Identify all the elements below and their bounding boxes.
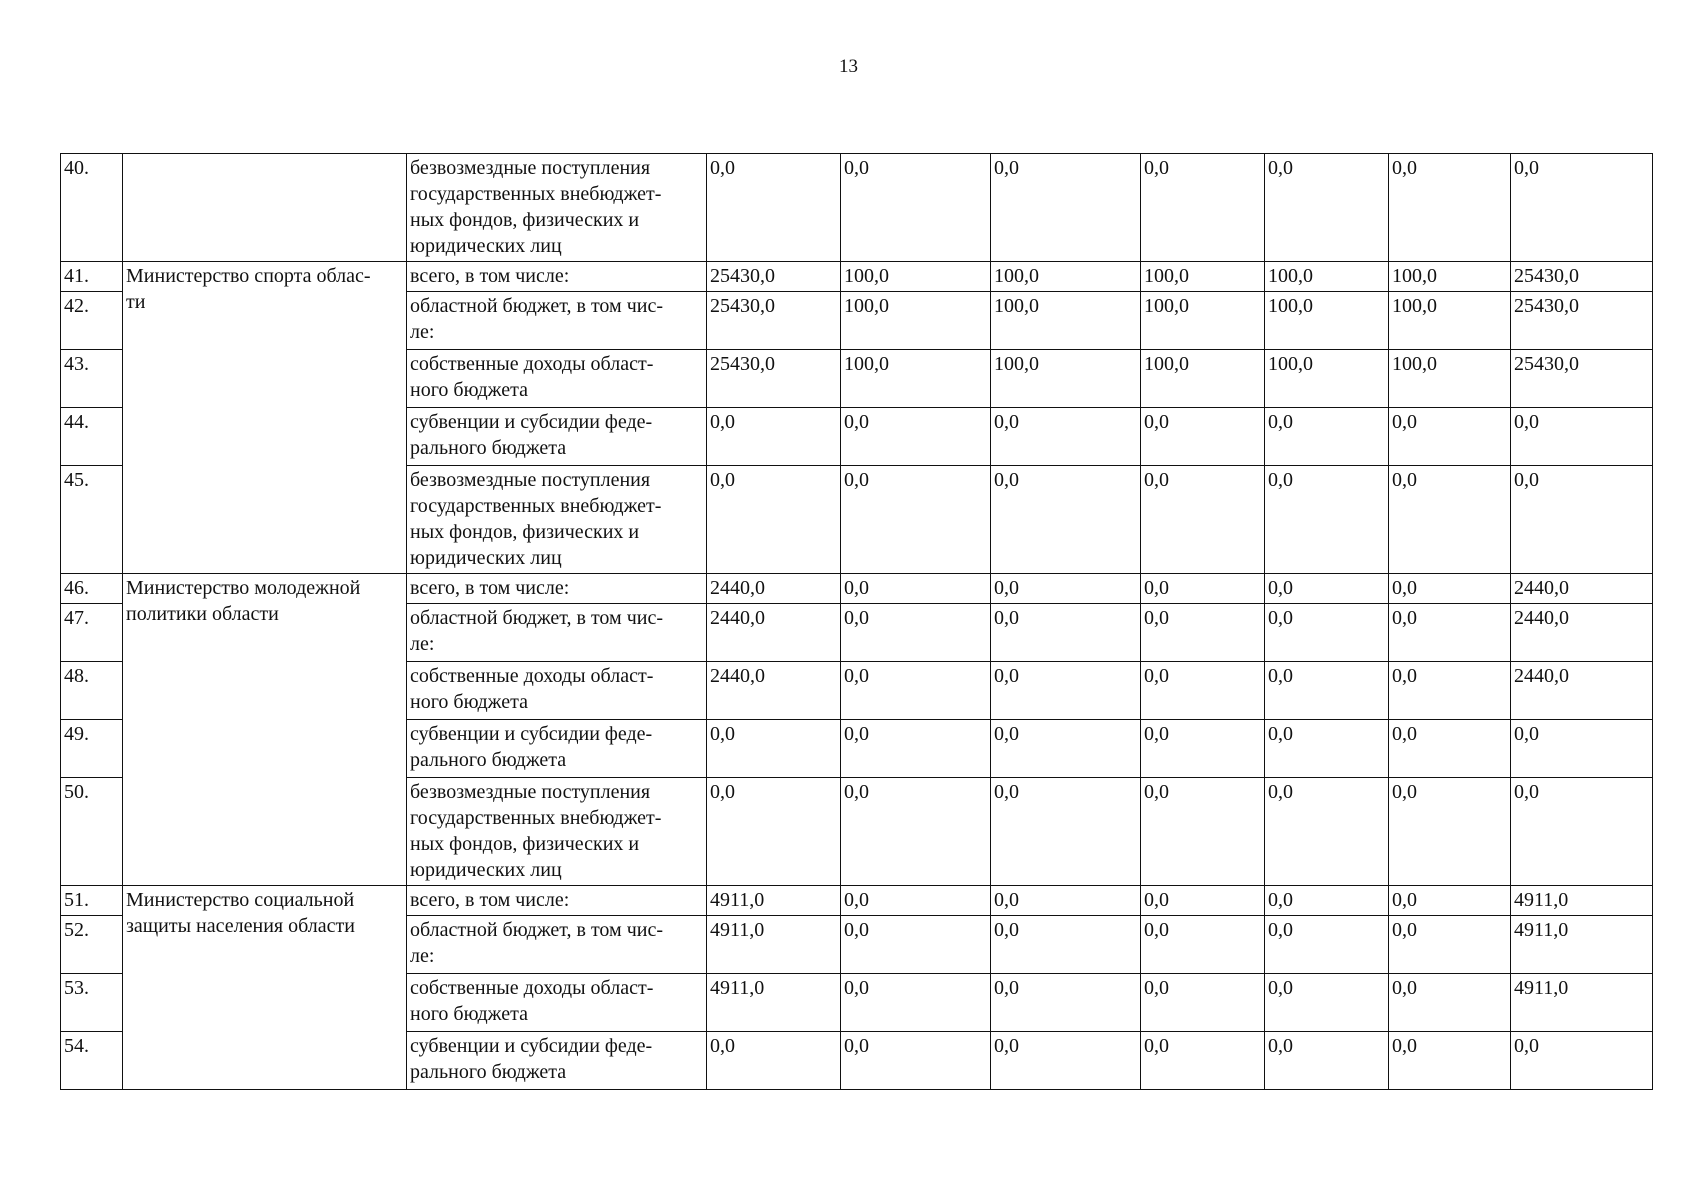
amount-cell: 0,0	[1141, 1032, 1265, 1090]
amount-cell: 0,0	[841, 886, 991, 916]
funding-source: областной бюджет, в том чис- ле:	[407, 292, 707, 350]
funding-source: безвозмездные поступления государственных внебюджет- ных фондов, физических и юридических лиц	[407, 466, 707, 574]
funding-source: собственные доходы област- ного бюджета	[407, 662, 707, 720]
amount-cell: 2440,0	[707, 574, 841, 604]
row-number: 53.	[61, 974, 123, 1032]
funding-source: безвозмездные поступления государственных внебюджет- ных фондов, физических и юридических лиц	[407, 154, 707, 262]
amount-cell: 0,0	[1265, 720, 1389, 778]
amount-cell: 100,0	[1389, 262, 1511, 292]
amount-cell: 0,0	[707, 154, 841, 262]
amount-cell: 100,0	[991, 292, 1141, 350]
funding-source: субвенции и субсидии феде- рального бюджета	[407, 1032, 707, 1090]
amount-cell: 0,0	[1265, 466, 1389, 574]
amount-cell: 4911,0	[1511, 974, 1653, 1032]
amount-cell: 25430,0	[707, 350, 841, 408]
table-row	[61, 262, 1653, 292]
row-number: 45.	[61, 466, 123, 574]
amount-cell: 0,0	[991, 408, 1141, 466]
amount-cell: 0,0	[1141, 466, 1265, 574]
amount-cell: 2440,0	[1511, 604, 1653, 662]
amount-cell: 0,0	[1389, 662, 1511, 720]
amount-cell: 0,0	[1511, 1032, 1653, 1090]
amount-cell: 0,0	[1265, 604, 1389, 662]
page-number: 13	[839, 56, 858, 77]
amount-cell: 100,0	[1265, 292, 1389, 350]
amount-cell: 0,0	[1265, 408, 1389, 466]
row-number: 43.	[61, 350, 123, 408]
amount-cell: 2440,0	[1511, 662, 1653, 720]
amount-cell: 0,0	[1511, 778, 1653, 886]
amount-cell: 0,0	[991, 574, 1141, 604]
amount-cell: 0,0	[1265, 886, 1389, 916]
amount-cell: 0,0	[1389, 604, 1511, 662]
amount-cell: 0,0	[1389, 974, 1511, 1032]
funding-source: субвенции и субсидии феде- рального бюджета	[407, 720, 707, 778]
amount-cell: 0,0	[841, 974, 991, 1032]
funding-source: всего, в том числе:	[407, 574, 707, 604]
row-number: 47.	[61, 604, 123, 662]
amount-cell: 25430,0	[1511, 292, 1653, 350]
amount-cell: 0,0	[841, 720, 991, 778]
table-row	[61, 574, 1653, 604]
amount-cell: 0,0	[1511, 154, 1653, 262]
organization-name: Министерство молодежной политики области	[123, 574, 407, 886]
amount-cell: 0,0	[1389, 574, 1511, 604]
amount-cell: 4911,0	[707, 974, 841, 1032]
row-number: 42.	[61, 292, 123, 350]
amount-cell: 0,0	[841, 1032, 991, 1090]
amount-cell: 0,0	[1141, 886, 1265, 916]
row-number: 50.	[61, 778, 123, 886]
amount-cell: 0,0	[707, 408, 841, 466]
amount-cell: 0,0	[1511, 466, 1653, 574]
amount-cell: 0,0	[1141, 720, 1265, 778]
amount-cell: 0,0	[707, 1032, 841, 1090]
amount-cell: 0,0	[707, 466, 841, 574]
amount-cell: 0,0	[1389, 886, 1511, 916]
amount-cell: 0,0	[1265, 662, 1389, 720]
amount-cell: 0,0	[1141, 662, 1265, 720]
amount-cell: 0,0	[1389, 408, 1511, 466]
amount-cell: 100,0	[1141, 262, 1265, 292]
amount-cell: 0,0	[707, 778, 841, 886]
amount-cell: 0,0	[1265, 974, 1389, 1032]
table-row	[61, 886, 1653, 916]
amount-cell: 0,0	[991, 974, 1141, 1032]
amount-cell: 100,0	[841, 292, 991, 350]
row-number: 54.	[61, 1032, 123, 1090]
amount-cell: 0,0	[1141, 974, 1265, 1032]
row-number: 46.	[61, 574, 123, 604]
amount-cell: 0,0	[1511, 408, 1653, 466]
amount-cell: 0,0	[841, 466, 991, 574]
amount-cell: 100,0	[1265, 262, 1389, 292]
row-number: 44.	[61, 408, 123, 466]
amount-cell: 100,0	[991, 350, 1141, 408]
amount-cell: 0,0	[1265, 778, 1389, 886]
amount-cell: 0,0	[1389, 154, 1511, 262]
amount-cell: 0,0	[991, 662, 1141, 720]
amount-cell: 0,0	[1389, 916, 1511, 974]
funding-source: собственные доходы област- ного бюджета	[407, 350, 707, 408]
amount-cell: 0,0	[1141, 574, 1265, 604]
funding-source: всего, в том числе:	[407, 262, 707, 292]
row-number: 40.	[61, 154, 123, 262]
amount-cell: 0,0	[1141, 916, 1265, 974]
row-number: 51.	[61, 886, 123, 916]
amount-cell: 0,0	[1265, 154, 1389, 262]
amount-cell: 0,0	[1511, 720, 1653, 778]
amount-cell: 100,0	[841, 350, 991, 408]
row-number: 41.	[61, 262, 123, 292]
amount-cell: 0,0	[841, 604, 991, 662]
amount-cell: 0,0	[707, 720, 841, 778]
amount-cell: 25430,0	[707, 292, 841, 350]
funding-source: областной бюджет, в том чис- ле:	[407, 916, 707, 974]
budget-table	[60, 153, 1653, 1090]
amount-cell: 0,0	[991, 604, 1141, 662]
amount-cell: 25430,0	[707, 262, 841, 292]
amount-cell: 0,0	[1141, 154, 1265, 262]
amount-cell: 100,0	[991, 262, 1141, 292]
row-number: 48.	[61, 662, 123, 720]
amount-cell: 0,0	[841, 574, 991, 604]
amount-cell: 0,0	[841, 408, 991, 466]
amount-cell: 0,0	[1389, 778, 1511, 886]
amount-cell: 0,0	[1265, 574, 1389, 604]
amount-cell: 0,0	[841, 778, 991, 886]
amount-cell: 4911,0	[1511, 886, 1653, 916]
funding-source: всего, в том числе:	[407, 886, 707, 916]
funding-source: областной бюджет, в том чис- ле:	[407, 604, 707, 662]
amount-cell: 0,0	[1141, 778, 1265, 886]
amount-cell: 2440,0	[707, 662, 841, 720]
amount-cell: 0,0	[1141, 604, 1265, 662]
amount-cell: 0,0	[991, 916, 1141, 974]
table-row	[61, 154, 1653, 262]
row-number: 52.	[61, 916, 123, 974]
amount-cell: 100,0	[1389, 292, 1511, 350]
amount-cell: 2440,0	[1511, 574, 1653, 604]
amount-cell: 0,0	[991, 720, 1141, 778]
funding-source: безвозмездные поступления государственных внебюджет- ных фондов, физических и юридических лиц	[407, 778, 707, 886]
funding-source: собственные доходы област- ного бюджета	[407, 974, 707, 1032]
row-number: 49.	[61, 720, 123, 778]
amount-cell: 100,0	[1389, 350, 1511, 408]
amount-cell: 0,0	[991, 778, 1141, 886]
amount-cell: 0,0	[1389, 1032, 1511, 1090]
funding-source: субвенции и субсидии феде- рального бюджета	[407, 408, 707, 466]
amount-cell: 0,0	[1389, 720, 1511, 778]
amount-cell: 0,0	[991, 1032, 1141, 1090]
amount-cell: 100,0	[1265, 350, 1389, 408]
amount-cell: 2440,0	[707, 604, 841, 662]
amount-cell: 4911,0	[707, 886, 841, 916]
amount-cell: 25430,0	[1511, 350, 1653, 408]
amount-cell: 0,0	[1265, 916, 1389, 974]
organization-name: Министерство спорта облас- ти	[123, 262, 407, 574]
organization-name: Министерство социальной защиты населения области	[123, 886, 407, 1090]
amount-cell: 0,0	[1389, 466, 1511, 574]
amount-cell: 0,0	[991, 466, 1141, 574]
amount-cell: 100,0	[841, 262, 991, 292]
amount-cell: 0,0	[841, 662, 991, 720]
amount-cell: 4911,0	[1511, 916, 1653, 974]
amount-cell: 0,0	[1265, 1032, 1389, 1090]
amount-cell: 0,0	[841, 154, 991, 262]
amount-cell: 25430,0	[1511, 262, 1653, 292]
amount-cell: 0,0	[991, 886, 1141, 916]
amount-cell: 0,0	[841, 916, 991, 974]
amount-cell: 0,0	[991, 154, 1141, 262]
amount-cell: 100,0	[1141, 292, 1265, 350]
amount-cell: 0,0	[1141, 408, 1265, 466]
organization-name	[123, 154, 407, 262]
amount-cell: 100,0	[1141, 350, 1265, 408]
amount-cell: 4911,0	[707, 916, 841, 974]
